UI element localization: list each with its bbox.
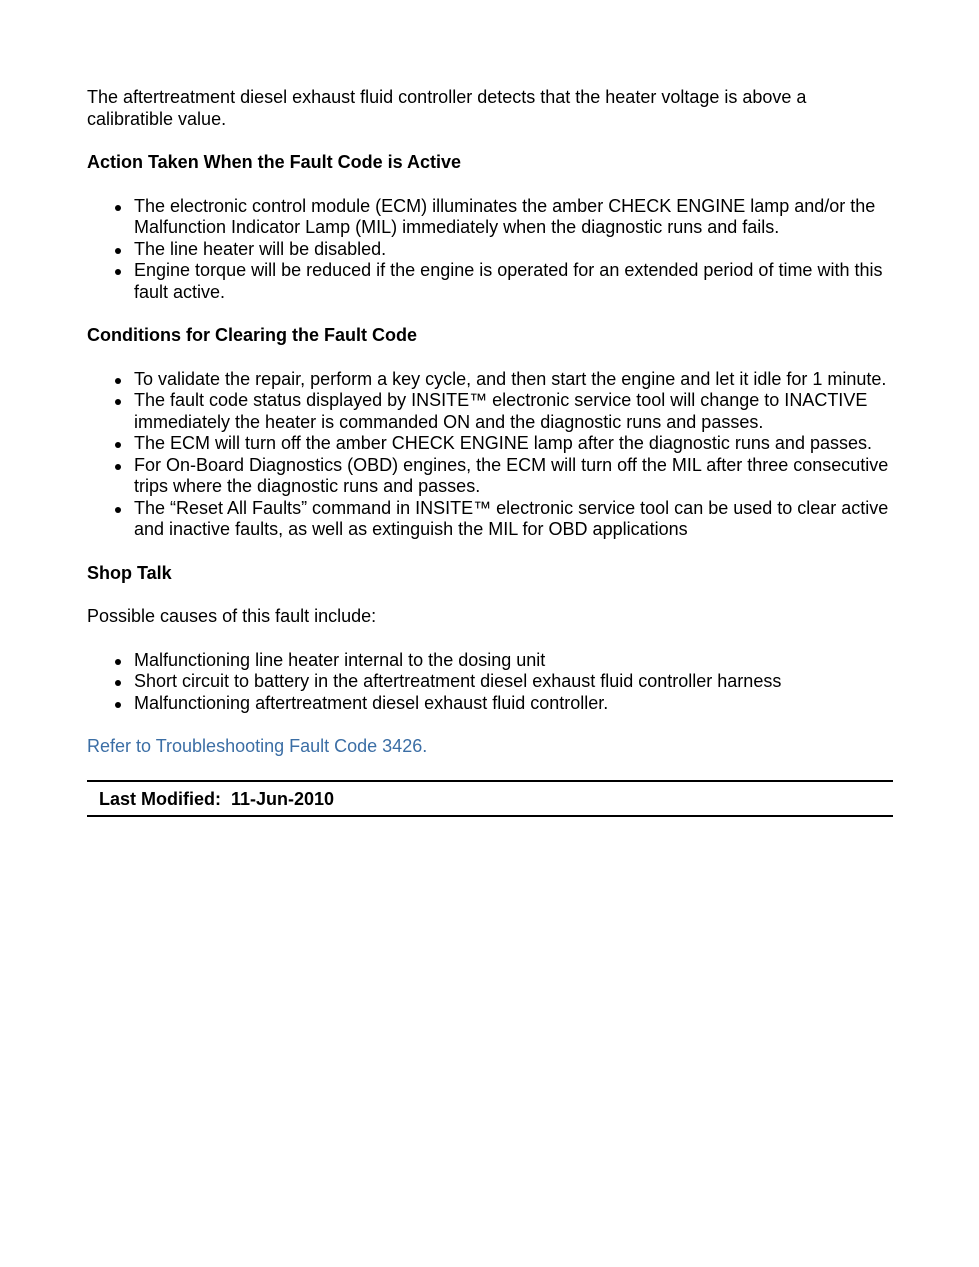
- bullet-icon: [115, 269, 121, 275]
- list-item: [134, 671, 893, 693]
- list-item: [134, 650, 893, 672]
- list-item: [134, 693, 893, 715]
- bullet-icon: [115, 507, 121, 513]
- bullet-icon: [115, 205, 121, 211]
- list-item: [134, 498, 893, 541]
- list-item-text: The ECM will turn off the amber CHECK ENGINE lamp after the diagnostic runs and passes.: [134, 433, 872, 453]
- last-modified-date: 11-Jun-2010: [231, 788, 335, 809]
- list-item-text: For On-Board Diagnostics (OBD) engines, the ECM will turn off the MIL after three consecutive trips where the diagnostic runs and passes.: [134, 454, 889, 496]
- list-item-text: The “Reset All Faults” command in INSITE™ electronic service tool can be used to clear active and inactive faults, as well as extinguish the MIL for OBD applications: [134, 497, 889, 539]
- causes-list: [87, 650, 893, 715]
- action-heading: Action Taken When the Fault Code is Active: [87, 152, 462, 172]
- shop-talk-heading: Shop Talk: [87, 562, 172, 583]
- list-item: [134, 455, 893, 498]
- last-modified-label: Last Modified:: [99, 788, 221, 809]
- list-item: [134, 239, 893, 261]
- list-item-text: To validate the repair, perform a key cycle, and then start the engine and let it idle for 1 minute.: [134, 368, 887, 389]
- list-item-text: Malfunctioning aftertreatment diesel exhaust fluid controller.: [134, 692, 609, 713]
- list-item: [134, 196, 893, 239]
- clearing-heading: Conditions for Clearing the Fault Code: [87, 325, 417, 345]
- bullet-icon: [115, 248, 121, 254]
- document-page: [87, 87, 893, 817]
- list-item-text: Engine torque will be reduced if the engine is operated for an extended period of time with this fault active.: [134, 260, 883, 302]
- list-item-text: Malfunctioning line heater internal to the dosing unit: [134, 649, 546, 670]
- list-item: [134, 260, 893, 303]
- bullet-icon: [115, 442, 121, 448]
- list-item: [134, 390, 893, 433]
- list-item-text: The electronic control module (ECM) illuminates the amber CHECK ENGINE lamp and/or the Malfunction Indicator Lamp (MIL) immediately when the diagnostic runs and fails.: [134, 195, 876, 237]
- bullet-icon: [115, 659, 121, 665]
- clearing-list: [87, 369, 893, 541]
- bullet-icon: [115, 399, 121, 405]
- intro-paragraph: The aftertreatment diesel exhaust fluid controller detects that the heater voltage is above a calibratible value.: [87, 87, 807, 129]
- action-list: [87, 196, 893, 304]
- list-item-text: The line heater will be disabled.: [134, 238, 387, 259]
- list-item: [134, 369, 893, 391]
- bullet-icon: [115, 378, 121, 384]
- list-item: [134, 433, 893, 455]
- list-item-text: The fault code status displayed by INSITE™ electronic service tool will change to INACTIVE immediately the heater is commanded ON and the diagnostic runs and passes.: [134, 390, 868, 432]
- bullet-icon: [115, 464, 121, 470]
- shop-talk-intro: Possible causes of this fault include:: [87, 606, 377, 626]
- troubleshooting-link[interactable]: Refer to Troubleshooting Fault Code 3426.: [87, 736, 428, 756]
- bullet-icon: [115, 702, 121, 708]
- bullet-icon: [115, 680, 121, 686]
- list-item-text: Short circuit to battery in the aftertreatment diesel exhaust fluid controller harness: [134, 671, 782, 691]
- last-modified-bar: [87, 780, 893, 817]
